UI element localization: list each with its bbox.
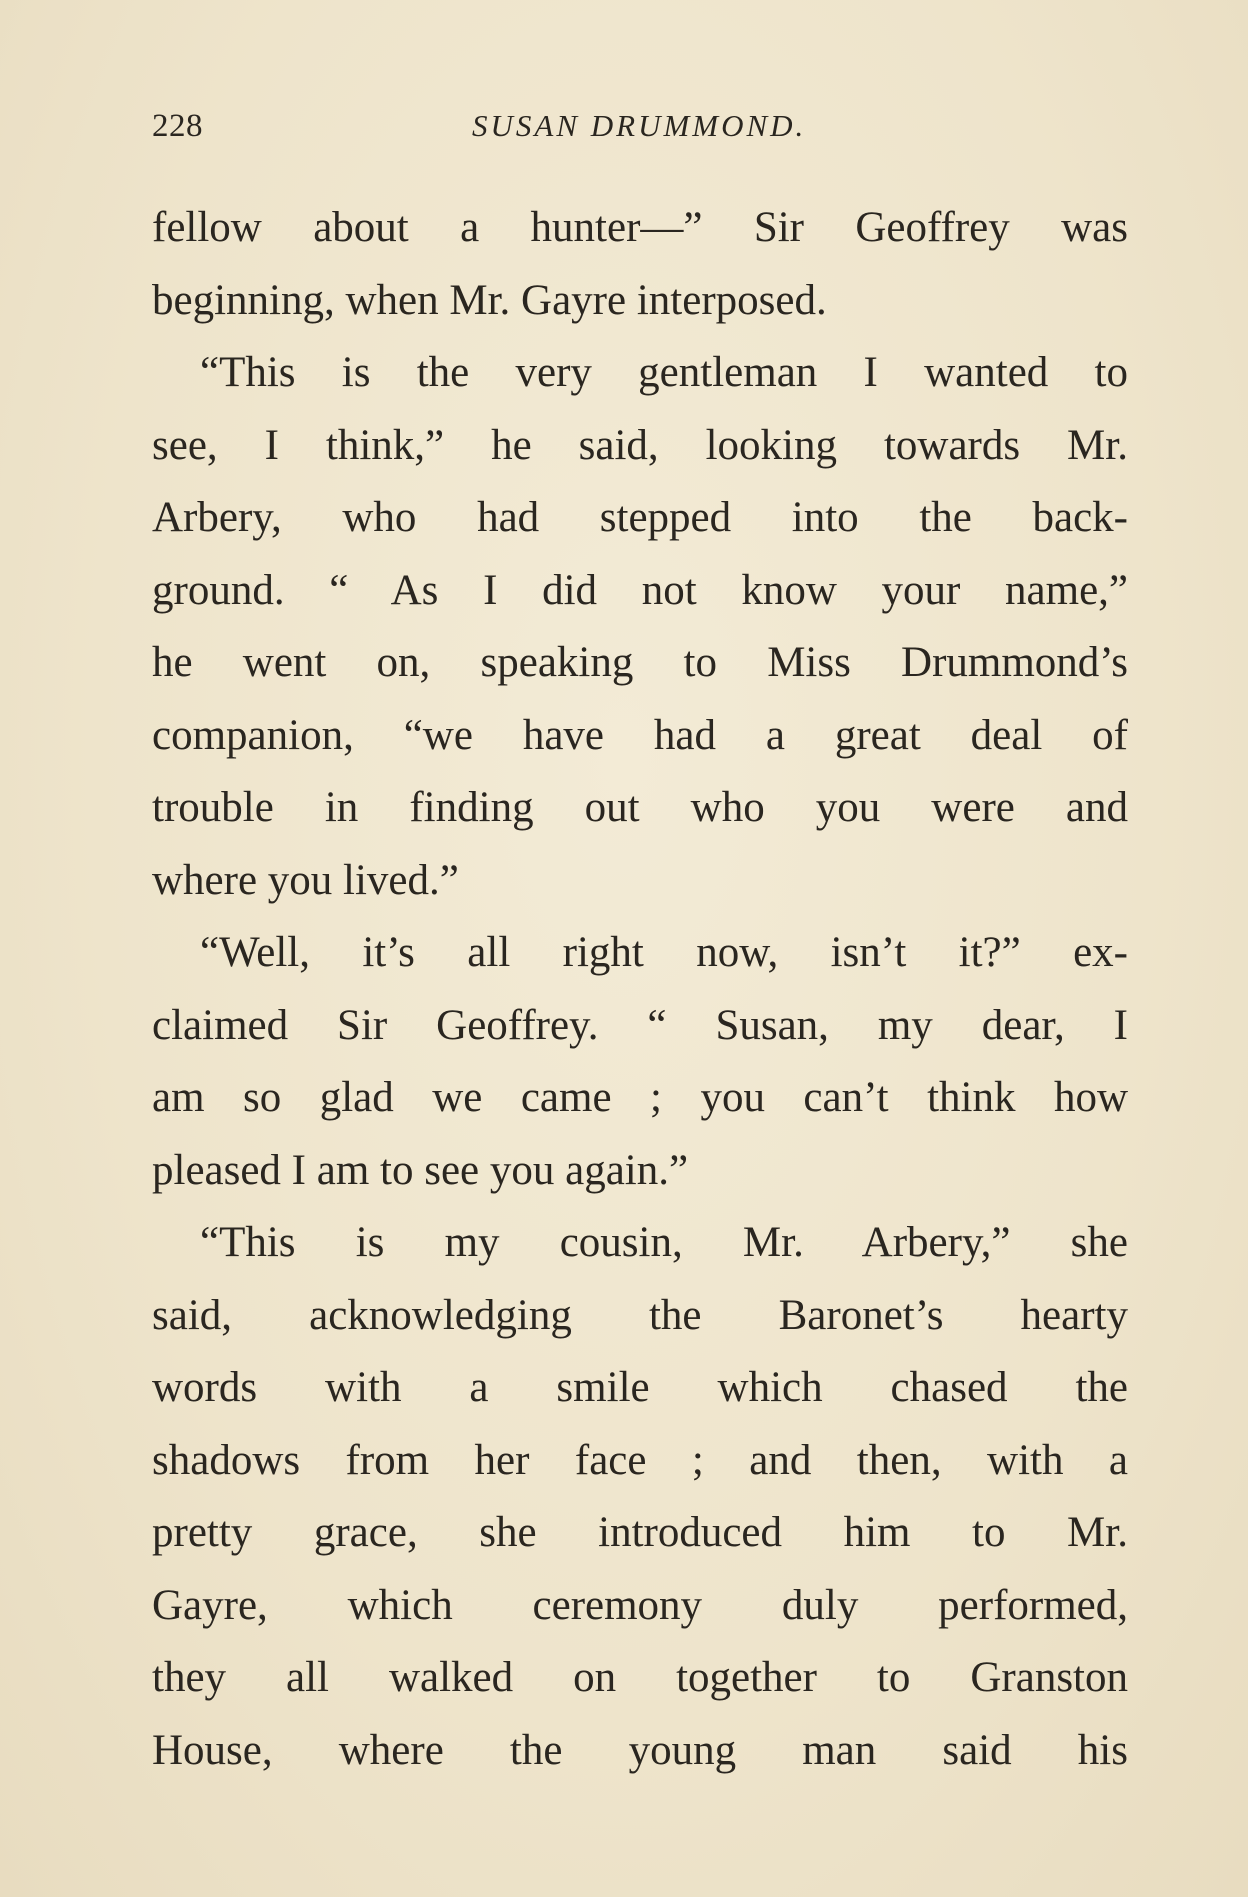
text-line: see, I think,” he said, looking towards Mr. xyxy=(152,421,1128,469)
page-number: 228 xyxy=(152,108,203,144)
text-line: “This is my cousin, Mr. Arbery,” she xyxy=(200,1219,1128,1266)
text-line: Arbery, who had stepped into the back- xyxy=(152,494,1128,541)
text-line: pretty grace, she introduced him to Mr. xyxy=(152,1509,1128,1556)
text-line: claimed Sir Geoffrey. “ Susan, my dear, I xyxy=(152,1001,1128,1049)
text-line: said, acknowledging the Baronet’s hearty xyxy=(152,1291,1128,1339)
body-text xyxy=(152,192,1128,1787)
text-line: trouble in finding out who you were and xyxy=(152,784,1128,831)
page-header xyxy=(152,108,1092,154)
text-line: shadows from her face ; and then, with a xyxy=(152,1436,1128,1484)
text-line: they all walked on together to Granston xyxy=(152,1654,1128,1701)
text-line: he went on, speaking to Miss Drummond’s xyxy=(152,639,1128,686)
text-line: House, where the young man said his xyxy=(152,1726,1128,1774)
text-line: fellow about a hunter—” Sir Geoffrey was xyxy=(152,204,1128,251)
text-line: words with a smile which chased the xyxy=(152,1364,1128,1411)
text-line: ground. “ As I did not know your name,” xyxy=(152,566,1128,614)
text-line: pleased I am to see you again.” xyxy=(152,1146,689,1194)
text-line: “Well, it’s all right now, isn’t it?” ex- xyxy=(200,929,1128,976)
text-line: am so glad we came ; you can’t think how xyxy=(152,1074,1128,1121)
text-line: “This is the very gentleman I wanted to xyxy=(200,349,1128,396)
running-head: SUSAN DRUMMOND. xyxy=(472,108,807,143)
text-line: Gayre, which ceremony duly performed, xyxy=(152,1581,1128,1629)
text-line: beginning, when Mr. Gayre interposed. xyxy=(152,276,827,324)
text-line: companion, “we have had a great deal of xyxy=(152,711,1128,759)
text-line: where you lived.” xyxy=(152,856,459,904)
